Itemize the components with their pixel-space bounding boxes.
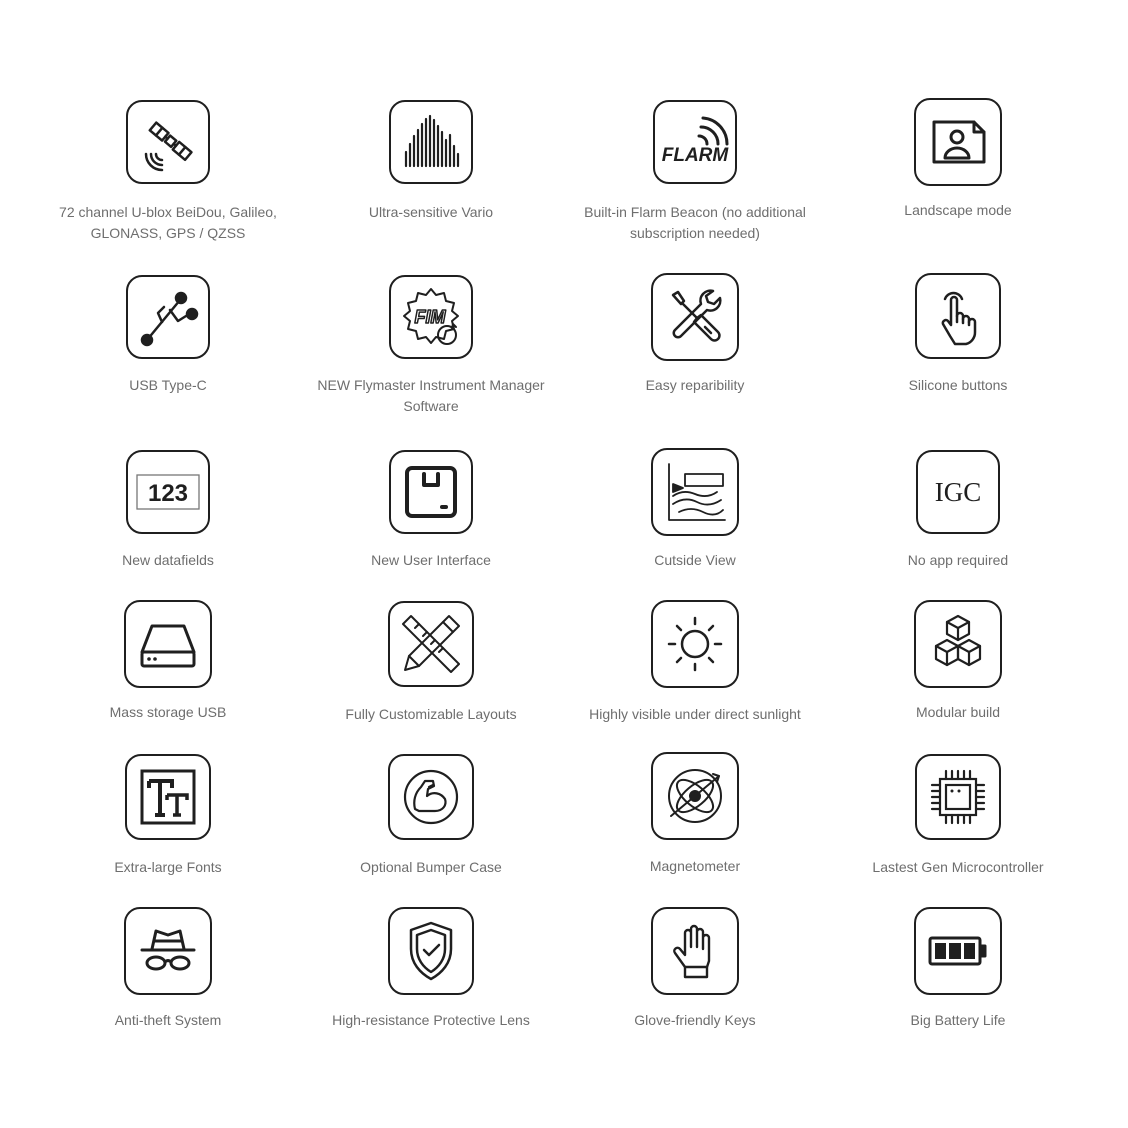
shield-check-icon xyxy=(388,907,474,995)
flarm-logo-text: FLARM xyxy=(661,145,729,166)
feature-label: NEW Flymaster Instrument Manager Software xyxy=(317,377,545,414)
ruler-pencil-icon xyxy=(388,601,474,687)
vario-bars-icon xyxy=(389,100,473,184)
feature-label: Extra-large Fonts xyxy=(114,859,222,875)
cubes-icon xyxy=(914,600,1002,688)
feature-label: Optional Bumper Case xyxy=(360,859,502,875)
landscape-profile-icon xyxy=(914,98,1002,186)
igc-icon xyxy=(916,450,1000,534)
igc-text: IGC xyxy=(934,477,982,507)
battery-icon xyxy=(914,907,1002,995)
outside-view-icon xyxy=(651,448,739,536)
microchip-icon xyxy=(915,754,1001,840)
feature-label: Glove-friendly Keys xyxy=(634,1012,756,1028)
feature-label: Highly visible under direct sunlight xyxy=(589,706,801,722)
satellite-icon xyxy=(126,100,210,184)
feature-label: Magnetometer xyxy=(649,858,741,874)
feature-label: New datafields xyxy=(122,552,214,568)
feature-label: Easy reparibility xyxy=(645,377,745,393)
flarm-logo-icon xyxy=(653,100,737,184)
hard-drive-icon xyxy=(124,600,212,688)
usb-icon xyxy=(126,275,210,359)
feature-label: Fully Customizable Layouts xyxy=(345,706,517,722)
feature-label: Silicone buttons xyxy=(908,377,1008,393)
fim-logo-text: FIM xyxy=(414,307,446,327)
datafield-icon xyxy=(126,450,210,534)
feature-label: New User Interface xyxy=(371,552,491,568)
fim-gear-icon xyxy=(389,275,473,359)
muscle-arm-icon xyxy=(388,754,474,840)
feature-label: USB Type-C xyxy=(129,377,207,393)
feature-label: Mass storage USB xyxy=(109,704,227,720)
feature-label: Lastest Gen Microcontroller xyxy=(872,859,1044,875)
wrench-screwdriver-icon xyxy=(651,273,739,361)
feature-label: Built-in Flarm Beacon (no additional subscription needed) xyxy=(584,204,806,241)
feature-label: High-resistance Protective Lens xyxy=(332,1012,530,1028)
sun-icon xyxy=(651,600,739,688)
feature-label: Landscape mode xyxy=(904,202,1012,218)
incognito-icon xyxy=(124,907,212,995)
feature-label: Cutside View xyxy=(654,552,736,568)
feature-label: 72 channel U-blox BeiDou, Galileo, GLONASS, GPS / QZSS xyxy=(59,204,277,241)
font-size-icon xyxy=(125,754,211,840)
feature-label: No app required xyxy=(907,552,1009,568)
feature-label: Anti-theft System xyxy=(114,1012,222,1028)
feature-label: Ultra-sensitive Vario xyxy=(368,204,494,220)
user-interface-icon xyxy=(389,450,473,534)
feature-label: Modular build xyxy=(915,704,1001,720)
feature-label: Big Battery Life xyxy=(910,1012,1006,1028)
glove-icon xyxy=(651,907,739,995)
magnetometer-icon xyxy=(651,752,739,840)
finger-press-icon xyxy=(915,273,1001,359)
datafield-number-text: 123 xyxy=(147,480,189,507)
